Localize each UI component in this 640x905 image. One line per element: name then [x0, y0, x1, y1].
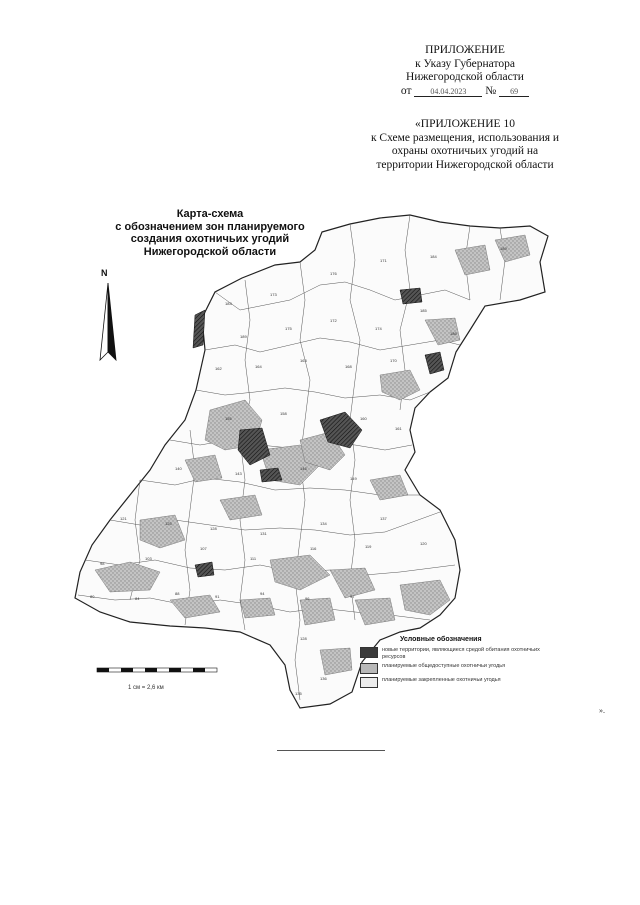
legend-label: планируемые общедоступные охотничьи угодья — [382, 663, 506, 669]
map-title-line-1: Карта-схема — [176, 208, 244, 220]
svg-text:176: 176 — [330, 271, 337, 276]
svg-text:155: 155 — [225, 416, 232, 421]
svg-text:136: 136 — [320, 676, 327, 681]
svg-text:125: 125 — [165, 521, 172, 526]
svg-text:128: 128 — [300, 636, 307, 641]
svg-text:186: 186 — [450, 331, 457, 336]
legend-label: новые территории, являющиеся средой обитания охотничьих ресурсов — [382, 647, 540, 660]
legend-label: планируемые закрепленные охотничьи угодья — [382, 677, 501, 683]
separator-line — [277, 750, 385, 751]
svg-text:172: 172 — [330, 318, 337, 323]
svg-text:137: 137 — [380, 516, 387, 521]
legend-item — [360, 663, 560, 674]
map-legend — [360, 636, 560, 691]
svg-text:107: 107 — [200, 546, 207, 551]
decree-number: 69 — [499, 87, 529, 97]
svg-text:134: 134 — [320, 521, 327, 526]
number-sign: № — [485, 84, 497, 97]
appendix-line-4: территории Нижегородской области — [376, 158, 554, 171]
svg-text:189: 189 — [500, 246, 507, 251]
appendix-line-1: «ПРИЛОЖЕНИЕ 10 — [415, 118, 515, 130]
svg-text:121: 121 — [120, 516, 127, 521]
svg-text:149: 149 — [350, 476, 357, 481]
svg-text:175: 175 — [285, 326, 292, 331]
map-title-line-4: Нижегородской области — [143, 245, 277, 258]
svg-text:164: 164 — [255, 364, 262, 369]
legend-title: Условные обозначения — [400, 636, 482, 643]
svg-text:185: 185 — [420, 308, 427, 313]
svg-text:168: 168 — [345, 364, 352, 369]
decree-date: 04.04.2023 — [414, 87, 482, 97]
scale-bar — [97, 668, 217, 672]
svg-text:146: 146 — [300, 466, 307, 471]
legend-item — [360, 677, 560, 688]
svg-text:84: 84 — [135, 596, 140, 601]
svg-text:184: 184 — [430, 254, 437, 259]
svg-text:189: 189 — [240, 334, 247, 339]
svg-text:173: 173 — [270, 292, 277, 297]
map-title-line-3: создания охотничьих угодий — [130, 233, 290, 245]
svg-text:120: 120 — [420, 541, 427, 546]
north-arrow — [100, 283, 116, 360]
svg-text:116: 116 — [310, 546, 317, 551]
legend-swatch-assigned — [360, 677, 378, 688]
svg-text:162: 162 — [215, 366, 222, 371]
legend-item — [360, 647, 560, 660]
svg-text:103: 103 — [145, 556, 152, 561]
scale-label: 1 см = 2,6 км — [128, 685, 164, 691]
svg-text:170: 170 — [390, 358, 397, 363]
map-title — [95, 208, 325, 258]
header-line-2: к Указу Губернатора — [415, 57, 515, 70]
svg-text:171: 171 — [380, 258, 387, 263]
appendix-line-2: к Схеме размещения, использования и — [370, 131, 560, 144]
closing-quote-mark: ». — [599, 706, 605, 715]
svg-text:161: 161 — [395, 426, 402, 431]
map-title-line-2: с обозначением зон планируемого — [115, 220, 305, 233]
svg-text:94: 94 — [260, 591, 265, 596]
legend-swatch-new-territory — [360, 647, 378, 658]
svg-text:163: 163 — [300, 358, 307, 363]
header-line-3: Нижегородской области — [406, 71, 524, 83]
svg-text:91: 91 — [215, 594, 220, 599]
svg-text:140: 140 — [175, 466, 182, 471]
svg-text:111: 111 — [250, 556, 257, 561]
svg-text:80: 80 — [90, 594, 95, 599]
north-label: N — [101, 268, 108, 278]
legend-swatch-public — [360, 663, 378, 674]
svg-text:88: 88 — [175, 591, 180, 596]
svg-text:119: 119 — [365, 544, 372, 549]
svg-text:98: 98 — [100, 561, 105, 566]
svg-text:158: 158 — [280, 411, 287, 416]
svg-text:174: 174 — [375, 326, 382, 331]
svg-text:143: 143 — [235, 471, 242, 476]
header-line-1: ПРИЛОЖЕНИЕ — [425, 44, 505, 56]
svg-text:97: 97 — [350, 594, 355, 599]
svg-text:131: 131 — [260, 531, 267, 536]
svg-text:128: 128 — [210, 526, 217, 531]
svg-text:96: 96 — [305, 596, 310, 601]
svg-text:135: 135 — [295, 691, 302, 696]
svg-text:183: 183 — [225, 301, 232, 306]
svg-text:160: 160 — [360, 416, 367, 421]
appendix-line-3: охраны охотничьих угодий на — [391, 145, 539, 157]
from-prefix: от — [400, 84, 412, 97]
